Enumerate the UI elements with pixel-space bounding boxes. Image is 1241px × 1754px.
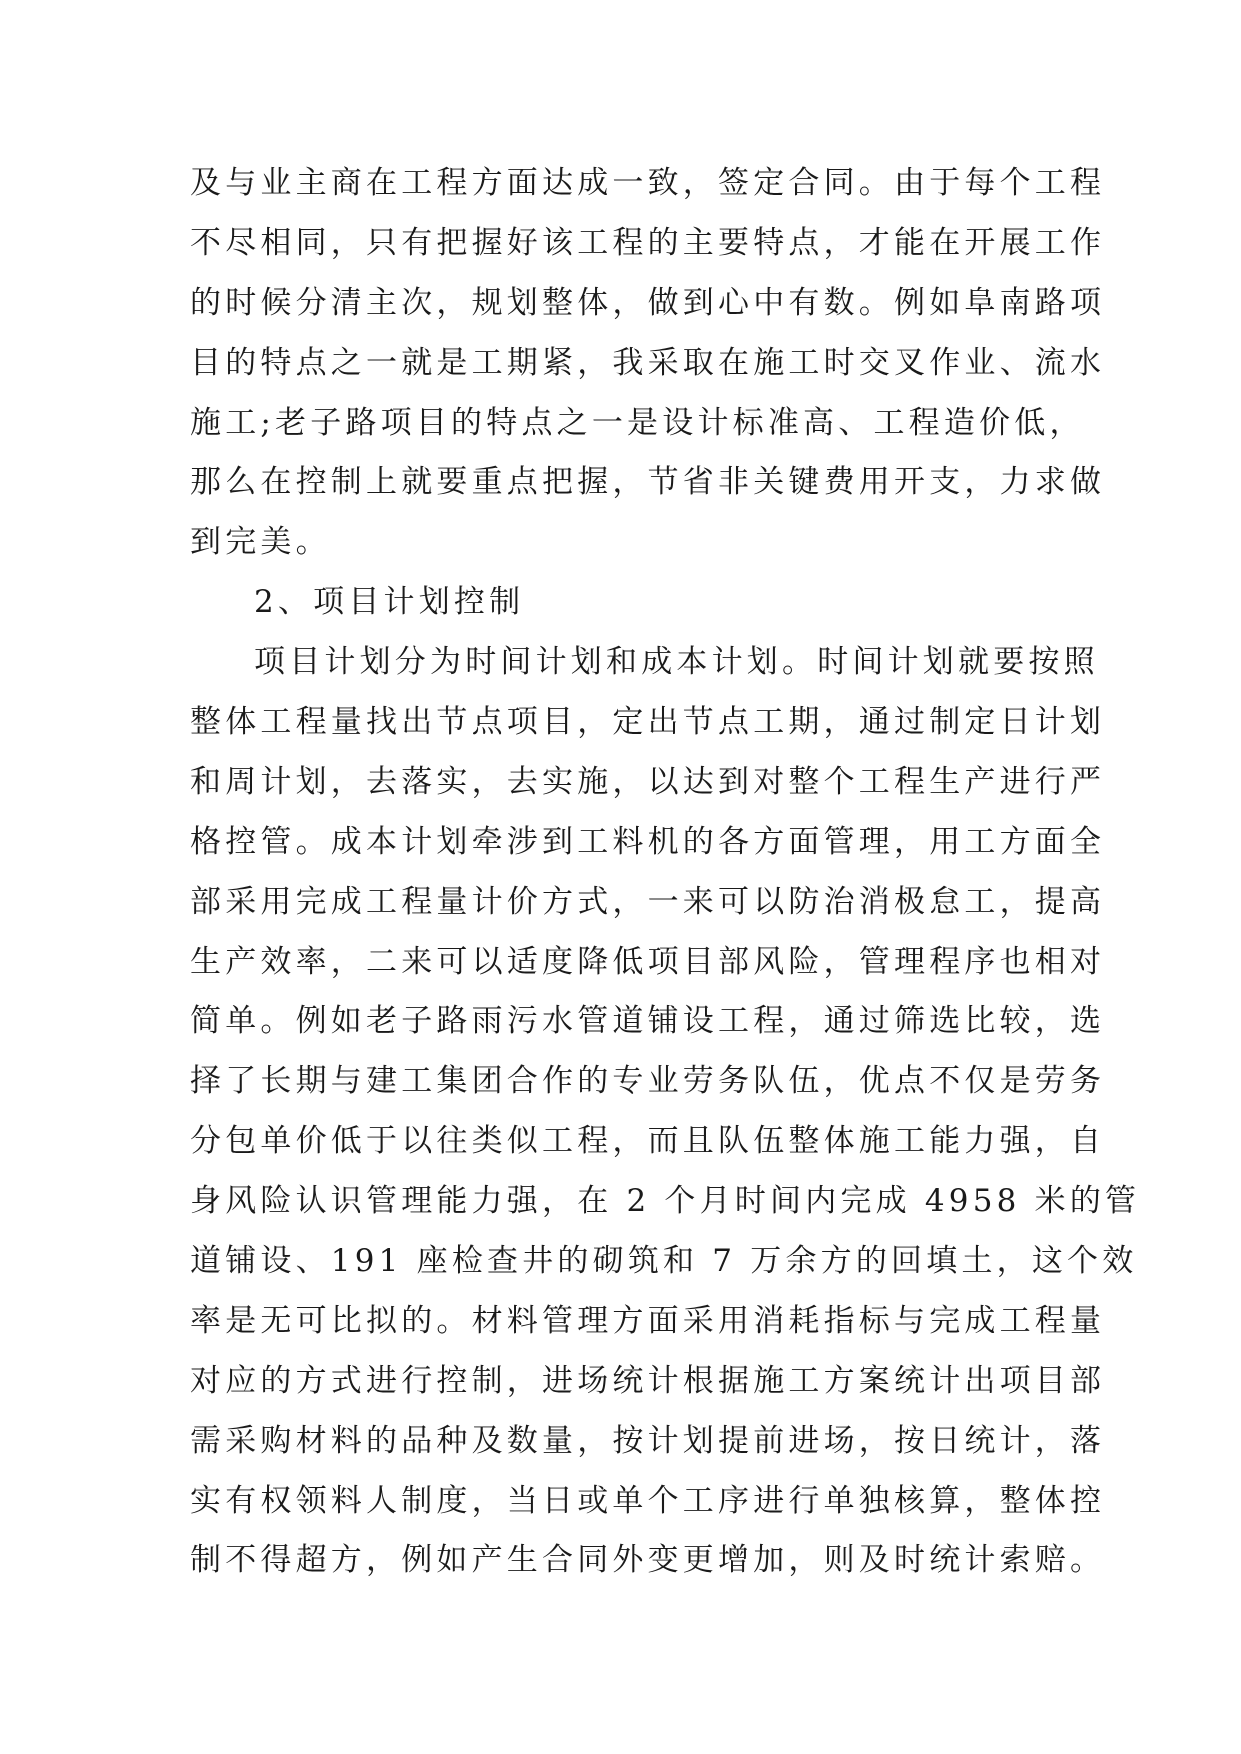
text-line: 目的特点之一就是工期紧，我采取在施工时交叉作业、流水 (190, 344, 1106, 381)
text-line: 对应的方式进行控制，进场统计根据施工方案统计出项目部 (190, 1362, 1106, 1399)
paragraph-first-line: 项目计划分为时间计划和成本计划。时间计划就要按照 (254, 644, 1099, 681)
text-line: 部采用完成工程量计价方式，一来可以防治消极怠工，提高 (190, 883, 1106, 920)
text-line: 施工;老子路项目的特点之一是设计标准高、工程造价低， (190, 404, 1085, 441)
text-line: 及与业主商在工程方面达成一致，签定合同。由于每个工程 (190, 165, 1106, 201)
text-line: 实有权领料人制度，当日或单个工序进行单独核算，整体控 (190, 1482, 1106, 1519)
text-line: 整体工程量找出节点项目，定出节点工期，通过制定日计划 (190, 704, 1106, 741)
text-line: 制不得超方，例如产生合同外变更增加，则及时统计索赔。 (190, 1542, 1106, 1579)
text-line: 和周计划，去落实，去实施，以达到对整个工程生产进行严 (190, 763, 1106, 800)
body-text (190, 154, 1141, 1591)
text-line: 那么在控制上就要重点把握，节省非关键费用开支，力求做 (190, 464, 1106, 501)
text-line: 的时候分清主次，规划整体，做到心中有数。例如阜南路项 (190, 284, 1106, 321)
text-line: 需采购材料的品种及数量，按计划提前进场，按日统计，落 (190, 1422, 1106, 1459)
text-line: 分包单价低于以往类似工程，而且队伍整体施工能力强，自 (190, 1123, 1106, 1160)
text-line: 生产效率，二来可以适度降低项目部风险，管理程序也相对 (190, 943, 1106, 980)
text-line: 道铺设、191 座检查井的砌筑和 7 万余方的回填土，这个效 (190, 1243, 1138, 1280)
text-line: 率是无可比拟的。材料管理方面采用消耗指标与完成工程量 (190, 1302, 1106, 1339)
text-line: 简单。例如老子路雨污水管道铺设工程，通过筛选比较，选 (190, 1003, 1106, 1040)
text-line: 身风险认识管理能力强，在 2 个月时间内完成 4958 米的管 (190, 1183, 1141, 1220)
text-line: 到完美。 (190, 524, 331, 561)
text-line: 格控管。成本计划牵涉到工料机的各方面管理，用工方面全 (190, 823, 1106, 860)
section-heading: 2、项目计划控制 (254, 584, 525, 621)
text-line: 择了长期与建工集团合作的专业劳务队伍，优点不仅是劳务 (190, 1063, 1106, 1100)
text-line: 不尽相同，只有把握好该工程的主要特点，才能在开展工作 (190, 224, 1106, 261)
